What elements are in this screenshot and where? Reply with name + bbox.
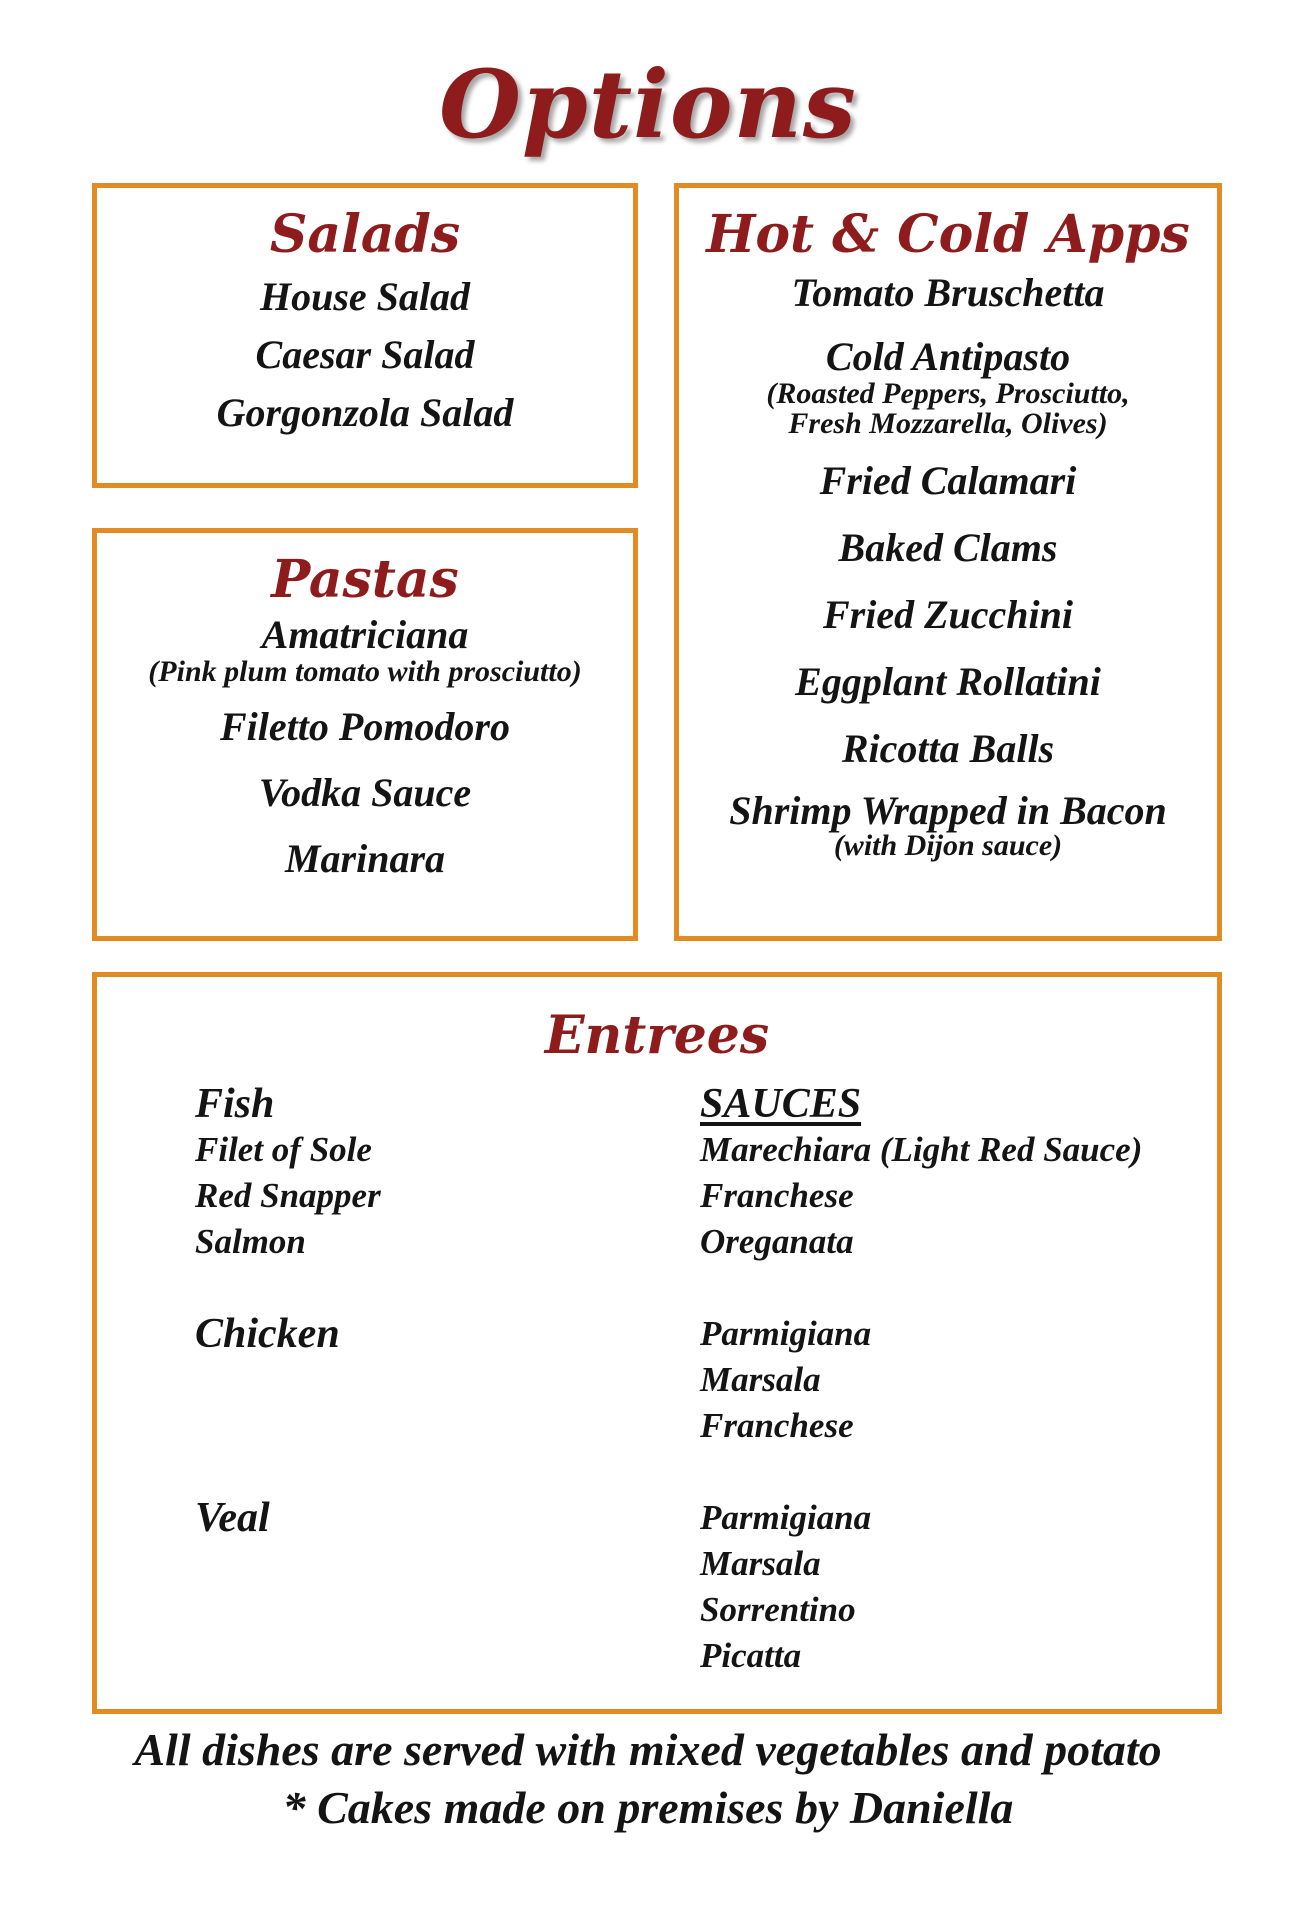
app-note: Fresh Mozzarella, Olives) — [788, 407, 1108, 440]
footer-sides-note: All dishes are served with mixed vegetables and potato — [134, 1724, 1162, 1775]
pasta-entry — [97, 613, 633, 687]
app-item: Shrimp Wrapped in Bacon — [729, 788, 1167, 833]
salad-item: Caesar Salad — [255, 332, 475, 377]
sauce-item: Oreganata — [700, 1222, 854, 1261]
pastas-heading: Pastas — [271, 549, 459, 610]
sauce-item: Picatta — [700, 1636, 802, 1675]
fish-item: Red Snapper — [195, 1176, 381, 1215]
fish-heading: Fish — [195, 1081, 275, 1127]
app-item: Cold Antipasto — [825, 334, 1071, 379]
app-entry — [679, 456, 1217, 506]
sauce-item: Franchese — [700, 1176, 854, 1215]
apps-section — [674, 183, 1222, 941]
sauce-item: Marsala — [700, 1544, 821, 1583]
pasta-item: Marinara — [284, 836, 446, 881]
pasta-entry — [97, 701, 633, 753]
pasta-item: Vodka Sauce — [258, 770, 472, 815]
salad-item: Gorgonzola Salad — [216, 390, 514, 435]
sauce-item: Sorrentino — [700, 1590, 856, 1629]
app-entry — [679, 657, 1217, 707]
app-entry — [679, 724, 1217, 774]
sauce-item: Marechiara (Light Red Sauce) — [700, 1130, 1143, 1169]
app-item: Eggplant Rollatini — [795, 659, 1101, 704]
app-item: Fried Zucchini — [822, 592, 1074, 637]
sauces-heading: SAUCES — [700, 1081, 862, 1127]
sauce-item: Parmigiana — [700, 1498, 872, 1537]
veal-group — [195, 1495, 615, 1541]
entrees-heading: Entrees — [544, 1005, 770, 1066]
salad-item: House Salad — [259, 274, 471, 319]
app-entry — [679, 335, 1217, 439]
sauce-item: Marsala — [700, 1360, 821, 1399]
entrees-section — [92, 972, 1222, 1714]
salads-section — [92, 183, 638, 488]
pasta-item: Filetto Pomodoro — [220, 704, 510, 749]
pasta-note: (Pink plum tomato with prosciutto) — [148, 655, 582, 688]
app-entry — [679, 268, 1217, 318]
fish-sauces-group — [700, 1081, 1220, 1265]
app-entry — [679, 523, 1217, 573]
pasta-entry — [97, 833, 633, 885]
app-item: Baked Clams — [838, 525, 1058, 570]
sauce-item: Franchese — [700, 1406, 854, 1445]
app-entry — [679, 788, 1217, 862]
entree-categories — [195, 1081, 615, 1587]
veal-sauces-group — [700, 1495, 1220, 1679]
page-title: Options — [439, 50, 857, 160]
entree-sauces — [700, 1081, 1220, 1725]
app-item: Tomato Bruschetta — [791, 270, 1105, 315]
app-note: (Roasted Peppers, Prosciutto, — [766, 377, 1130, 410]
salads-heading: Salads — [269, 204, 461, 265]
sauce-item: Parmigiana — [700, 1314, 872, 1353]
fish-item: Filet of Sole — [195, 1130, 372, 1169]
pasta-entry — [97, 767, 633, 819]
fish-item: Salmon — [195, 1222, 306, 1261]
app-item: Ricotta Balls — [841, 726, 1055, 771]
footer-cakes-note: * Cakes made on premises by Daniella — [282, 1782, 1014, 1833]
apps-heading: Hot & Cold Apps — [706, 204, 1190, 265]
pasta-item: Amatriciana — [261, 612, 469, 657]
entrees-columns — [97, 1081, 1217, 1681]
pastas-section — [92, 528, 638, 941]
veal-heading: Veal — [195, 1495, 270, 1541]
app-item: Fried Calamari — [819, 458, 1077, 503]
chicken-sauces-group — [700, 1311, 1220, 1449]
app-note: (with Dijon sauce) — [833, 829, 1063, 862]
fish-group — [195, 1081, 615, 1265]
app-entry — [679, 590, 1217, 640]
chicken-group — [195, 1311, 615, 1449]
chicken-heading: Chicken — [195, 1311, 340, 1357]
